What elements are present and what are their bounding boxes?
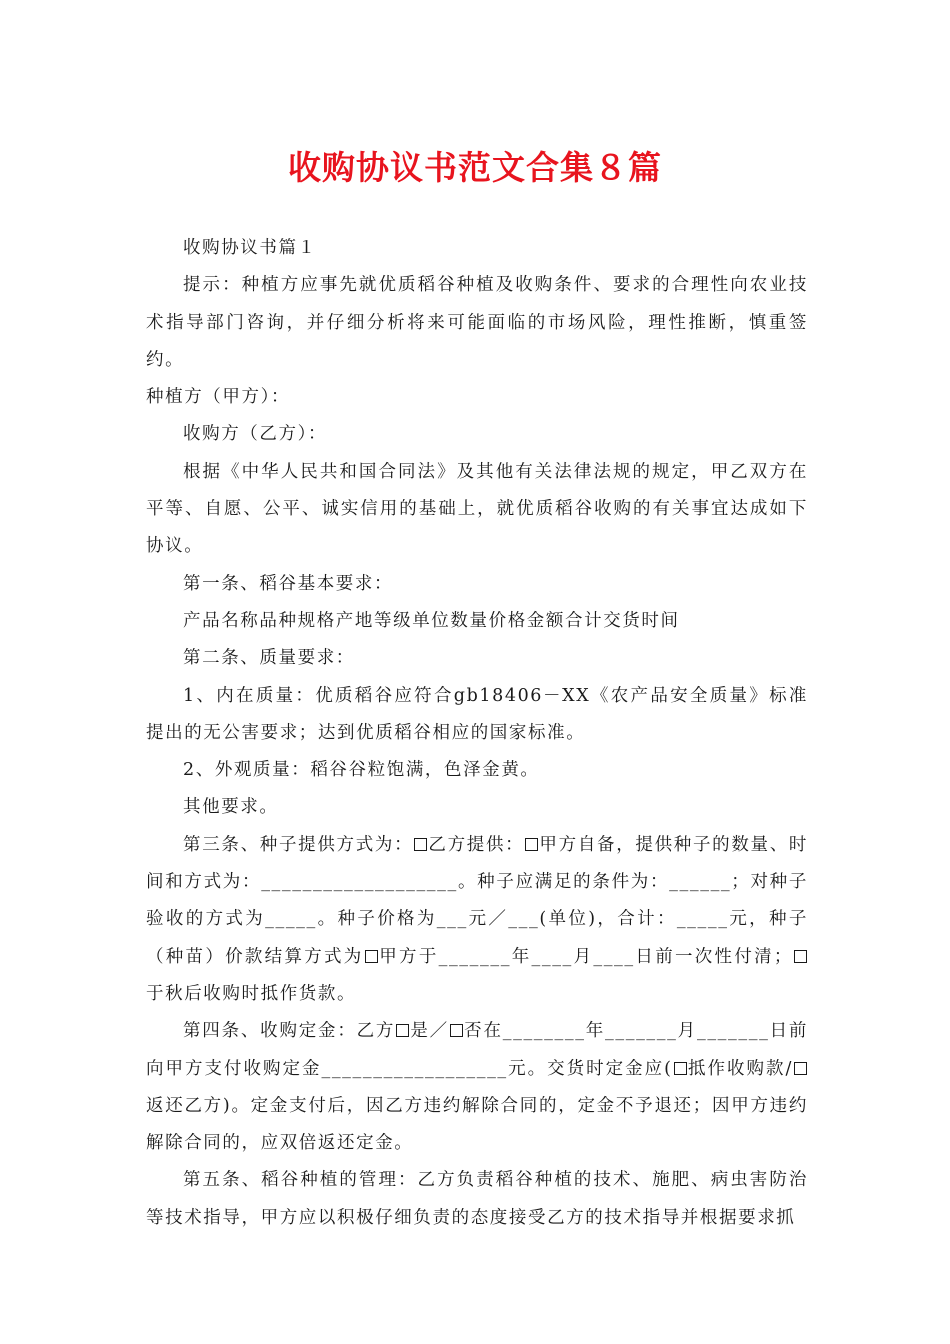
document-title: 收购协议书范文合集８篇 — [288, 148, 662, 187]
article-3-text-e: 于秋后收购时抵作货款。 — [146, 983, 357, 1004]
section-heading: 收购协议书篇１ — [183, 238, 317, 258]
checkbox-icon[interactable] — [674, 1062, 687, 1075]
quality-item-1: 1、内在质量：优质稻谷应符合gb18406－XX《农产品安全质量》标准提出的无公害要求；达到优质稻谷相应的国家标准。 — [146, 685, 808, 743]
other-requirements: 其他要求。 — [183, 797, 279, 818]
article-4-text-a: 第四条、收购定金：乙方 — [183, 1021, 396, 1042]
checkbox-icon[interactable] — [794, 1062, 807, 1075]
party-a-line: 种植方（甲方）： — [146, 387, 291, 408]
article-5-paragraph: 第五条、稻谷种植的管理：乙方负责稻谷种植的技术、施肥、病虫害防治等技术指导，甲方应以积极仔细负责的态度接受乙方的技术指导并根据要求抓 — [146, 1170, 808, 1228]
quality-item-2: 2、外观质量：稻谷谷粒饱满，色泽金黄。 — [183, 760, 540, 781]
article-4-text-e: 返还乙方)。定金支付后，因乙方违约解除合同的，定金不予退还；因甲方违约解除合同的，应双倍返还定金。 — [146, 1095, 808, 1154]
article-1-table-header: 产品名称品种规格产地等级单位数量价格金额合计交货时间 — [183, 610, 680, 631]
article-2-heading: 第二条、质量要求： — [183, 648, 355, 669]
article-3-text-c: 甲方自备，提供种子的数量、时间和方式为：___________________。种子应满足的条件为：______；对种子验收的方式为_____。种子价格为___元／___(单位)，合计：_____元，种子（种苗）价款结算方式为 — [146, 834, 809, 967]
checkbox-icon[interactable] — [450, 1024, 463, 1037]
article-3-text-b: 乙方提供： — [428, 834, 525, 855]
article-3-text-d: 甲方于_______年____月____日前一次性付清； — [378, 946, 793, 967]
article-3-text-a: 第三条、种子提供方式为： — [183, 834, 414, 855]
article-4-text-d: 抵作收购款/ — [687, 1058, 793, 1079]
article-1-heading: 第一条、稻谷基本要求： — [183, 573, 394, 594]
article-4-text-c: 否在________年_______月_______日前向甲方支付收购定金__________________元。交货时定金应( — [146, 1021, 808, 1079]
article-4-paragraph — [146, 1013, 808, 1162]
document-body — [146, 230, 808, 1237]
checkbox-icon[interactable] — [525, 838, 538, 851]
article-4-text-b: 是／ — [410, 1021, 449, 1042]
checkbox-icon[interactable] — [794, 950, 807, 963]
basis-paragraph: 根据《中华人民共和国合同法》及其他有关法律法规的规定，甲乙双方在平等、自愿、公平、诚实信用的基础上，就优质稻谷收购的有关事宜达成如下协议。 — [146, 461, 808, 557]
checkbox-icon[interactable] — [396, 1024, 409, 1037]
checkbox-icon[interactable] — [414, 838, 427, 851]
tip-paragraph: 提示：种植方应事先就优质稻谷种植及收购条件、要求的合理性向农业技术指导部门咨询，并仔细分析将来可能面临的市场风险，理性推断，慎重签约。 — [146, 275, 808, 370]
party-b-line: 收购方（乙方）： — [183, 424, 328, 445]
article-3-paragraph — [146, 827, 808, 1013]
checkbox-icon[interactable] — [365, 950, 378, 963]
